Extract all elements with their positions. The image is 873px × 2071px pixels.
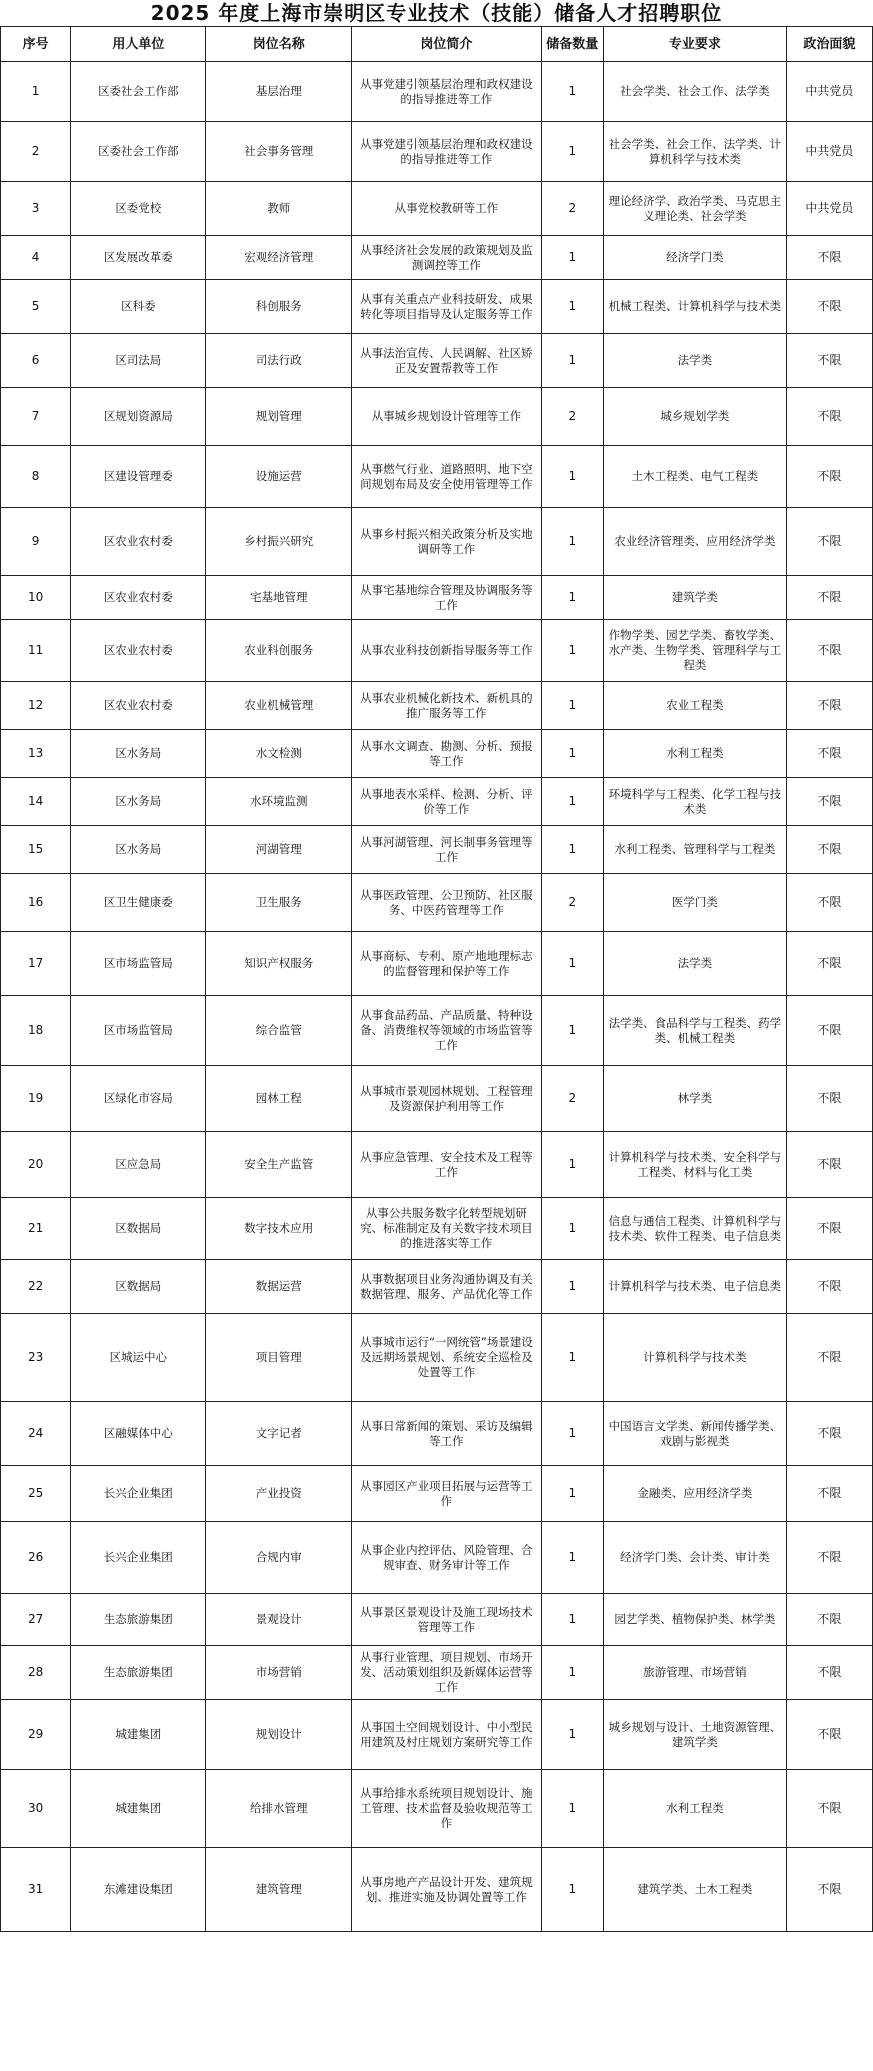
row-political: 不限 (786, 620, 872, 682)
row-post: 合规内审 (206, 1522, 352, 1594)
row-number: 2 (1, 122, 71, 182)
row-post: 综合监管 (206, 996, 352, 1066)
header-qty: 储备数量 (541, 27, 603, 62)
row-post: 园林工程 (206, 1066, 352, 1132)
row-political: 不限 (786, 508, 872, 576)
row-unit: 生态旅游集团 (71, 1646, 206, 1700)
row-political: 不限 (786, 874, 872, 932)
row-unit: 区城运中心 (71, 1314, 206, 1402)
row-political: 中共党员 (786, 182, 872, 236)
row-description: 从事党建引领基层治理和政权建设的指导推进等工作 (352, 62, 542, 122)
row-number: 15 (1, 826, 71, 874)
row-unit: 区委社会工作部 (71, 122, 206, 182)
row-quantity: 1 (541, 576, 603, 620)
table-row (1, 236, 873, 280)
row-number: 17 (1, 932, 71, 996)
table-row (1, 122, 873, 182)
row-major: 计算机科学与技术类、电子信息类 (603, 1260, 786, 1314)
row-number: 24 (1, 1402, 71, 1466)
row-quantity: 1 (541, 1402, 603, 1466)
table-row (1, 1466, 873, 1522)
table-row (1, 996, 873, 1066)
row-description: 从事农业机械化新技术、新机具的推广服务等工作 (352, 682, 542, 730)
row-quantity: 1 (541, 446, 603, 508)
row-political: 不限 (786, 682, 872, 730)
row-unit: 区委党校 (71, 182, 206, 236)
row-description: 从事水文调查、勘测、分析、预报等工作 (352, 730, 542, 778)
row-post: 产业投资 (206, 1466, 352, 1522)
row-number: 19 (1, 1066, 71, 1132)
row-political: 不限 (786, 1314, 872, 1402)
table-row (1, 1646, 873, 1700)
table-row (1, 1066, 873, 1132)
table-row (1, 1402, 873, 1466)
row-description: 从事国土空间规划设计、中小型民用建筑及村庄规划方案研究等工作 (352, 1700, 542, 1770)
row-post: 司法行政 (206, 334, 352, 388)
row-unit: 区规划资源局 (71, 388, 206, 446)
row-unit: 区水务局 (71, 826, 206, 874)
row-major: 环境科学与工程类、化学工程与技术类 (603, 778, 786, 826)
row-quantity: 1 (541, 122, 603, 182)
row-political: 不限 (786, 280, 872, 334)
table-row (1, 1260, 873, 1314)
row-major: 法学类、食品科学与工程类、药学类、机械工程类 (603, 996, 786, 1066)
row-major: 农业经济管理类、应用经济学类 (603, 508, 786, 576)
table-row (1, 1848, 873, 1932)
table-row (1, 1132, 873, 1198)
row-quantity: 1 (541, 730, 603, 778)
row-political: 不限 (786, 778, 872, 826)
row-description: 从事党建引领基层治理和政权建设的指导推进等工作 (352, 122, 542, 182)
row-unit: 区卫生健康委 (71, 874, 206, 932)
row-post: 教师 (206, 182, 352, 236)
row-description: 从事给排水系统项目规划设计、施工管理、技术监督及验收规范等工作 (352, 1770, 542, 1848)
row-political: 不限 (786, 826, 872, 874)
row-number: 10 (1, 576, 71, 620)
row-number: 12 (1, 682, 71, 730)
row-number: 20 (1, 1132, 71, 1198)
header-desc: 岗位简介 (352, 27, 542, 62)
row-description: 从事行业管理、项目规划、市场开发、活动策划组织及新媒体运营等工作 (352, 1646, 542, 1700)
header-no: 序号 (1, 27, 71, 62)
row-post: 文字记者 (206, 1402, 352, 1466)
table-row (1, 334, 873, 388)
row-number: 13 (1, 730, 71, 778)
row-major: 园艺学类、植物保护类、林学类 (603, 1594, 786, 1646)
row-post: 数字技术应用 (206, 1198, 352, 1260)
row-number: 27 (1, 1594, 71, 1646)
row-number: 29 (1, 1700, 71, 1770)
row-unit: 区委社会工作部 (71, 62, 206, 122)
header-post: 岗位名称 (206, 27, 352, 62)
row-unit: 长兴企业集团 (71, 1522, 206, 1594)
table-row (1, 682, 873, 730)
row-description: 从事有关重点产业科技研发、成果转化等项目指导及认定服务等工作 (352, 280, 542, 334)
row-major: 信息与通信工程类、计算机科学与技术类、软件工程类、电子信息类 (603, 1198, 786, 1260)
row-political: 不限 (786, 1198, 872, 1260)
table-row (1, 1314, 873, 1402)
row-number: 6 (1, 334, 71, 388)
row-political: 不限 (786, 1594, 872, 1646)
row-unit: 区市场监管局 (71, 996, 206, 1066)
table-row (1, 182, 873, 236)
row-political: 不限 (786, 1132, 872, 1198)
row-number: 30 (1, 1770, 71, 1848)
table-row (1, 62, 873, 122)
row-unit: 区农业农村委 (71, 576, 206, 620)
row-major: 作物学类、园艺学类、畜牧学类、水产类、生物学类、管理科学与工程类 (603, 620, 786, 682)
row-description: 从事城市运行“一网统管”场景建设及远期场景规划、系统安全巡检及处置等工作 (352, 1314, 542, 1402)
row-post: 科创服务 (206, 280, 352, 334)
row-quantity: 1 (541, 1132, 603, 1198)
row-description: 从事景区景观设计及施工现场技术管理等工作 (352, 1594, 542, 1646)
row-quantity: 2 (541, 874, 603, 932)
row-quantity: 1 (541, 280, 603, 334)
row-post: 景观设计 (206, 1594, 352, 1646)
row-description: 从事法治宣传、人民调解、社区矫正及安置帮教等工作 (352, 334, 542, 388)
row-quantity: 1 (541, 682, 603, 730)
row-political: 不限 (786, 1260, 872, 1314)
row-quantity: 1 (541, 1770, 603, 1848)
row-unit: 区市场监管局 (71, 932, 206, 996)
row-number: 16 (1, 874, 71, 932)
row-post: 数据运营 (206, 1260, 352, 1314)
row-post: 乡村振兴研究 (206, 508, 352, 576)
row-description: 从事房地产产品设计开发、建筑规划、推进实施及协调处置等工作 (352, 1848, 542, 1932)
row-post: 农业科创服务 (206, 620, 352, 682)
row-description: 从事食品药品、产品质量、特种设备、消费维权等领域的市场监管等工作 (352, 996, 542, 1066)
row-quantity: 1 (541, 236, 603, 280)
row-political: 不限 (786, 1522, 872, 1594)
row-post: 建筑管理 (206, 1848, 352, 1932)
row-description: 从事地表水采样、检测、分析、评价等工作 (352, 778, 542, 826)
row-major: 机械工程类、计算机科学与技术类 (603, 280, 786, 334)
table-row (1, 446, 873, 508)
row-description: 从事日常新闻的策划、采访及编辑等工作 (352, 1402, 542, 1466)
row-unit: 区水务局 (71, 778, 206, 826)
row-major: 水利工程类、管理科学与工程类 (603, 826, 786, 874)
row-political: 不限 (786, 576, 872, 620)
row-unit: 区农业农村委 (71, 508, 206, 576)
row-unit: 区绿化市容局 (71, 1066, 206, 1132)
table-row (1, 1522, 873, 1594)
row-quantity: 1 (541, 1700, 603, 1770)
row-quantity: 1 (541, 996, 603, 1066)
row-major: 计算机科学与技术类、安全科学与工程类、材料与化工类 (603, 1132, 786, 1198)
row-political: 不限 (786, 1700, 872, 1770)
row-political: 中共党员 (786, 122, 872, 182)
row-political: 不限 (786, 1402, 872, 1466)
row-unit: 区数据局 (71, 1198, 206, 1260)
row-quantity: 1 (541, 1848, 603, 1932)
row-quantity: 1 (541, 1260, 603, 1314)
row-quantity: 1 (541, 1594, 603, 1646)
table-row (1, 778, 873, 826)
row-political: 不限 (786, 446, 872, 508)
row-post: 卫生服务 (206, 874, 352, 932)
row-unit: 区融媒体中心 (71, 1402, 206, 1466)
row-unit: 长兴企业集团 (71, 1466, 206, 1522)
row-number: 7 (1, 388, 71, 446)
row-political: 不限 (786, 236, 872, 280)
row-post: 项目管理 (206, 1314, 352, 1402)
row-post: 规划设计 (206, 1700, 352, 1770)
row-description: 从事河湖管理、河长制事务管理等工作 (352, 826, 542, 874)
row-major: 医学门类 (603, 874, 786, 932)
row-number: 5 (1, 280, 71, 334)
row-quantity: 2 (541, 182, 603, 236)
row-number: 21 (1, 1198, 71, 1260)
row-quantity: 1 (541, 62, 603, 122)
row-major: 金融类、应用经济学类 (603, 1466, 786, 1522)
row-number: 31 (1, 1848, 71, 1932)
row-number: 25 (1, 1466, 71, 1522)
row-description: 从事燃气行业、道路照明、地下空间规划布局及安全使用管理等工作 (352, 446, 542, 508)
row-major: 城乡规划与设计、土地资源管理、建筑学类 (603, 1700, 786, 1770)
row-major: 建筑学类、土木工程类 (603, 1848, 786, 1932)
row-quantity: 1 (541, 620, 603, 682)
row-political: 不限 (786, 996, 872, 1066)
row-post: 宅基地管理 (206, 576, 352, 620)
row-quantity: 1 (541, 334, 603, 388)
row-major: 法学类 (603, 932, 786, 996)
row-post: 河湖管理 (206, 826, 352, 874)
row-post: 设施运营 (206, 446, 352, 508)
row-description: 从事经济社会发展的政策规划及监测调控等工作 (352, 236, 542, 280)
row-description: 从事城市景观园林规划、工程管理及资源保护利用等工作 (352, 1066, 542, 1132)
row-major: 建筑学类 (603, 576, 786, 620)
positions-table (0, 26, 873, 1932)
table-row (1, 874, 873, 932)
row-quantity: 1 (541, 1198, 603, 1260)
row-unit: 区司法局 (71, 334, 206, 388)
row-number: 3 (1, 182, 71, 236)
table-header-row (1, 27, 873, 62)
row-unit: 东滩建设集团 (71, 1848, 206, 1932)
row-quantity: 2 (541, 388, 603, 446)
row-number: 23 (1, 1314, 71, 1402)
row-description: 从事商标、专利、原产地地理标志的监督管理和保护等工作 (352, 932, 542, 996)
row-number: 11 (1, 620, 71, 682)
table-row (1, 508, 873, 576)
table-row (1, 1700, 873, 1770)
table-row (1, 280, 873, 334)
table-row (1, 1770, 873, 1848)
row-post: 安全生产监管 (206, 1132, 352, 1198)
row-political: 中共党员 (786, 62, 872, 122)
row-number: 1 (1, 62, 71, 122)
row-unit: 生态旅游集团 (71, 1594, 206, 1646)
row-number: 9 (1, 508, 71, 576)
table-row (1, 1198, 873, 1260)
row-major: 旅游管理、市场营销 (603, 1646, 786, 1700)
row-quantity: 1 (541, 826, 603, 874)
row-quantity: 2 (541, 1066, 603, 1132)
row-post: 给排水管理 (206, 1770, 352, 1848)
row-major: 土木工程类、电气工程类 (603, 446, 786, 508)
row-post: 基层治理 (206, 62, 352, 122)
row-major: 经济学门类 (603, 236, 786, 280)
row-number: 22 (1, 1260, 71, 1314)
row-description: 从事党校教研等工作 (352, 182, 542, 236)
row-major: 社会学类、社会工作、法学类 (603, 62, 786, 122)
row-unit: 区应急局 (71, 1132, 206, 1198)
row-description: 从事数据项目业务沟通协调及有关数据管理、服务、产品优化等工作 (352, 1260, 542, 1314)
row-post: 市场营销 (206, 1646, 352, 1700)
table-row (1, 576, 873, 620)
row-post: 规划管理 (206, 388, 352, 446)
row-political: 不限 (786, 1770, 872, 1848)
row-major: 理论经济学、政治学类、马克思主义理论类、社会学类 (603, 182, 786, 236)
row-number: 28 (1, 1646, 71, 1700)
row-number: 8 (1, 446, 71, 508)
row-unit: 区农业农村委 (71, 620, 206, 682)
page-title: 2025 年度上海市崇明区专业技术（技能）储备人才招聘职位 (150, 1, 723, 25)
row-political: 不限 (786, 1848, 872, 1932)
row-description: 从事医政管理、公卫预防、社区服务、中医药管理等工作 (352, 874, 542, 932)
row-quantity: 1 (541, 1466, 603, 1522)
row-unit: 城建集团 (71, 1770, 206, 1848)
header-unit: 用人单位 (71, 27, 206, 62)
row-major: 计算机科学与技术类 (603, 1314, 786, 1402)
table-row (1, 1594, 873, 1646)
row-major: 经济学门类、会计类、审计类 (603, 1522, 786, 1594)
row-post: 知识产权服务 (206, 932, 352, 996)
table-row (1, 388, 873, 446)
row-major: 水利工程类 (603, 730, 786, 778)
row-major: 林学类 (603, 1066, 786, 1132)
row-post: 农业机械管理 (206, 682, 352, 730)
row-political: 不限 (786, 1646, 872, 1700)
row-post: 水文检测 (206, 730, 352, 778)
row-quantity: 1 (541, 1522, 603, 1594)
row-number: 18 (1, 996, 71, 1066)
header-major: 专业要求 (603, 27, 786, 62)
row-political: 不限 (786, 932, 872, 996)
row-quantity: 1 (541, 778, 603, 826)
row-quantity: 1 (541, 1314, 603, 1402)
row-major: 农业工程类 (603, 682, 786, 730)
row-description: 从事城乡规划设计管理等工作 (352, 388, 542, 446)
row-description: 从事公共服务数字化转型规划研究、标准制定及有关数字技术项目的推进落实等工作 (352, 1198, 542, 1260)
row-description: 从事应急管理、安全技术及工程等工作 (352, 1132, 542, 1198)
row-number: 26 (1, 1522, 71, 1594)
row-major: 法学类 (603, 334, 786, 388)
row-political: 不限 (786, 1466, 872, 1522)
row-major: 社会学类、社会工作、法学类、计算机科学与技术类 (603, 122, 786, 182)
row-number: 4 (1, 236, 71, 280)
row-quantity: 1 (541, 1646, 603, 1700)
row-unit: 区数据局 (71, 1260, 206, 1314)
row-description: 从事宅基地综合管理及协调服务等工作 (352, 576, 542, 620)
row-political: 不限 (786, 388, 872, 446)
row-political: 不限 (786, 1066, 872, 1132)
row-unit: 区农业农村委 (71, 682, 206, 730)
row-description: 从事企业内控评估、风险管理、合规审查、财务审计等工作 (352, 1522, 542, 1594)
row-quantity: 1 (541, 932, 603, 996)
row-unit: 区建设管理委 (71, 446, 206, 508)
row-number: 14 (1, 778, 71, 826)
row-political: 不限 (786, 730, 872, 778)
row-unit: 区发展改革委 (71, 236, 206, 280)
row-political: 不限 (786, 334, 872, 388)
table-row (1, 932, 873, 996)
row-major: 中国语言文学类、新闻传播学类、戏剧与影视类 (603, 1402, 786, 1466)
row-description: 从事乡村振兴相关政策分析及实地调研等工作 (352, 508, 542, 576)
table-row (1, 730, 873, 778)
row-post: 社会事务管理 (206, 122, 352, 182)
row-description: 从事农业科技创新指导服务等工作 (352, 620, 542, 682)
row-description: 从事园区产业项目拓展与运营等工作 (352, 1466, 542, 1522)
row-quantity: 1 (541, 508, 603, 576)
row-post: 宏观经济管理 (206, 236, 352, 280)
row-major: 城乡规划学类 (603, 388, 786, 446)
row-major: 水利工程类 (603, 1770, 786, 1848)
table-row (1, 826, 873, 874)
row-post: 水环境监测 (206, 778, 352, 826)
table-row (1, 620, 873, 682)
header-political: 政治面貌 (786, 27, 872, 62)
row-unit: 区水务局 (71, 730, 206, 778)
row-unit: 城建集团 (71, 1700, 206, 1770)
row-unit: 区科委 (71, 280, 206, 334)
